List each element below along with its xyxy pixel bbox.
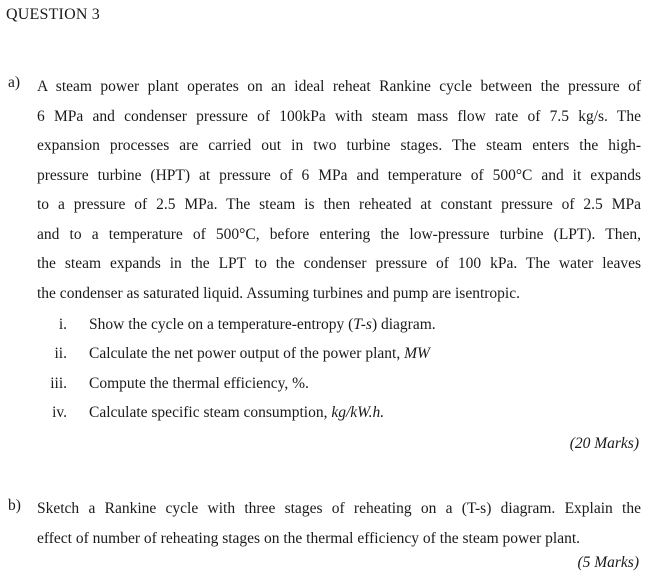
item-number: iii. [50, 375, 67, 392]
item-number: ii. [54, 345, 67, 362]
item-text-iv: Calculate specific steam consumption, kg/kW.h. [89, 404, 385, 421]
part-a-paragraph [37, 72, 641, 308]
item-number: iv. [52, 404, 67, 421]
item-text-iii: Compute the thermal efficiency, %. [89, 375, 309, 392]
item-number: i. [58, 316, 67, 333]
paragraph-line: A steam power plant operates on an ideal reheat Rankine cycle between the pressure of [37, 78, 641, 95]
paragraph-line: the condenser as saturated liquid. Assuming turbines and pump are isentropic. [37, 284, 520, 302]
item-text-ii: Calculate the net power output of the power plant, MW [89, 345, 430, 362]
part-a-label: a) [8, 74, 21, 91]
paragraph-line: Sketch a Rankine cycle with three stages of reheating on a (T-s) diagram. Explain the [37, 500, 641, 517]
paragraph-line: the steam expands in the LPT to the condenser pressure of 100 kPa. The water leaves [37, 255, 641, 272]
paragraph-line: effect of number of reheating stages on the thermal efficiency of the steam power plant. [37, 529, 581, 547]
paragraph-line: 6 MPa and condenser pressure of 100kPa with steam mass flow rate of 7.5 kg/s. The [37, 107, 641, 125]
paragraph-line: to a pressure of 2.5 MPa. The steam is then reheated at constant pressure of 2.5 MPa [37, 196, 641, 213]
question-title: QUESTION 3 [6, 6, 100, 23]
part-b-marks: (5 Marks) [577, 554, 639, 571]
part-b-paragraph [37, 494, 641, 553]
part-a-marks: (20 Marks) [569, 435, 639, 452]
paragraph-line: and to a temperature of 500°C, before entering the low-pressure turbine (LPT). Then, [37, 225, 641, 243]
paragraph-line: expansion processes are carried out in two turbine stages. The steam enters the high- [37, 137, 641, 154]
paragraph-line: pressure turbine (HPT) at pressure of 6 MPa and temperature of 500°C and it expands [37, 166, 641, 184]
part-b-label: b) [8, 497, 21, 514]
item-text-i: Show the cycle on a temperature-entropy (T-s) diagram. [89, 316, 436, 333]
